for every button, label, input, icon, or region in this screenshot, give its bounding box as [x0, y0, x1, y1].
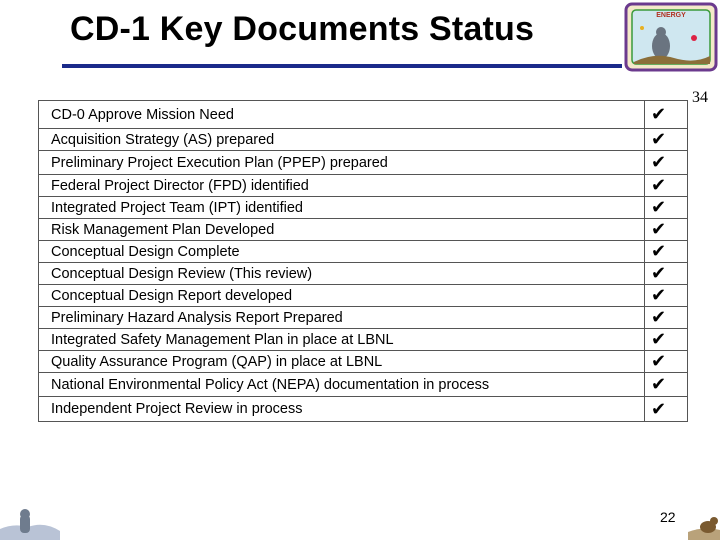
table-row [39, 351, 688, 373]
status-cell [645, 197, 688, 219]
energy-logo [624, 2, 718, 72]
document-label: Conceptual Design Review (This review) [39, 263, 645, 285]
document-label: Preliminary Hazard Analysis Report Prepared [39, 307, 645, 329]
checkmark-icon: ✔ [651, 219, 667, 239]
document-label: Independent Project Review in process [39, 397, 645, 422]
status-cell [645, 285, 688, 307]
document-label: Risk Management Plan Developed [39, 219, 645, 241]
creature-illustration-right [688, 510, 720, 540]
table-row [39, 101, 688, 129]
table-row [39, 197, 688, 219]
status-cell [645, 351, 688, 373]
rock-illustration-left [0, 505, 60, 540]
document-label: Integrated Project Team (IPT) identified [39, 197, 645, 219]
checkmark-icon: ✔ [651, 152, 667, 172]
checkmark-icon: ✔ [651, 241, 667, 261]
table-row [39, 175, 688, 197]
document-label: Acquisition Strategy (AS) prepared [39, 129, 645, 151]
checkmark-icon: ✔ [651, 285, 667, 305]
status-cell [645, 219, 688, 241]
document-label: National Environmental Policy Act (NEPA) documentation in process [39, 373, 645, 397]
logo-text: ENERGY [656, 12, 686, 19]
table-row [39, 373, 688, 397]
table-row [39, 329, 688, 351]
table-row [39, 285, 688, 307]
document-label: Quality Assurance Program (QAP) in place at LBNL [39, 351, 645, 373]
status-cell [645, 307, 688, 329]
checkmark-icon: ✔ [651, 104, 667, 124]
status-cell [645, 397, 688, 422]
status-cell [645, 263, 688, 285]
table-row [39, 129, 688, 151]
checkmark-icon: ✔ [651, 263, 667, 283]
table-row [39, 307, 688, 329]
status-cell [645, 129, 688, 151]
slide-title: CD-1 Key Documents Status [70, 10, 535, 48]
status-cell [645, 373, 688, 397]
status-cell [645, 151, 688, 175]
checkmark-icon: ✔ [651, 329, 667, 349]
document-label: Integrated Safety Management Plan in place at LBNL [39, 329, 645, 351]
slide-reference-number: 34 [692, 89, 708, 106]
documents-status-table [38, 100, 688, 422]
checkmark-icon: ✔ [651, 374, 667, 394]
status-cell [645, 241, 688, 263]
table-row [39, 151, 688, 175]
checkmark-icon: ✔ [651, 351, 667, 371]
document-label: Preliminary Project Execution Plan (PPEP) prepared [39, 151, 645, 175]
table-row [39, 263, 688, 285]
checkmark-icon: ✔ [651, 197, 667, 217]
title-underline [62, 64, 622, 68]
checkmark-icon: ✔ [651, 398, 667, 419]
document-label: Conceptual Design Complete [39, 241, 645, 263]
document-label: Conceptual Design Report developed [39, 285, 645, 307]
status-cell [645, 175, 688, 197]
checkmark-icon: ✔ [651, 175, 667, 195]
document-label: Federal Project Director (FPD) identified [39, 175, 645, 197]
table-row [39, 241, 688, 263]
page-number: 22 [660, 509, 676, 525]
checkmark-icon: ✔ [651, 129, 667, 149]
document-label: CD-0 Approve Mission Need [39, 101, 645, 129]
status-cell [645, 101, 688, 129]
table-row [39, 397, 688, 422]
status-cell [645, 329, 688, 351]
table-row [39, 219, 688, 241]
checkmark-icon: ✔ [651, 307, 667, 327]
